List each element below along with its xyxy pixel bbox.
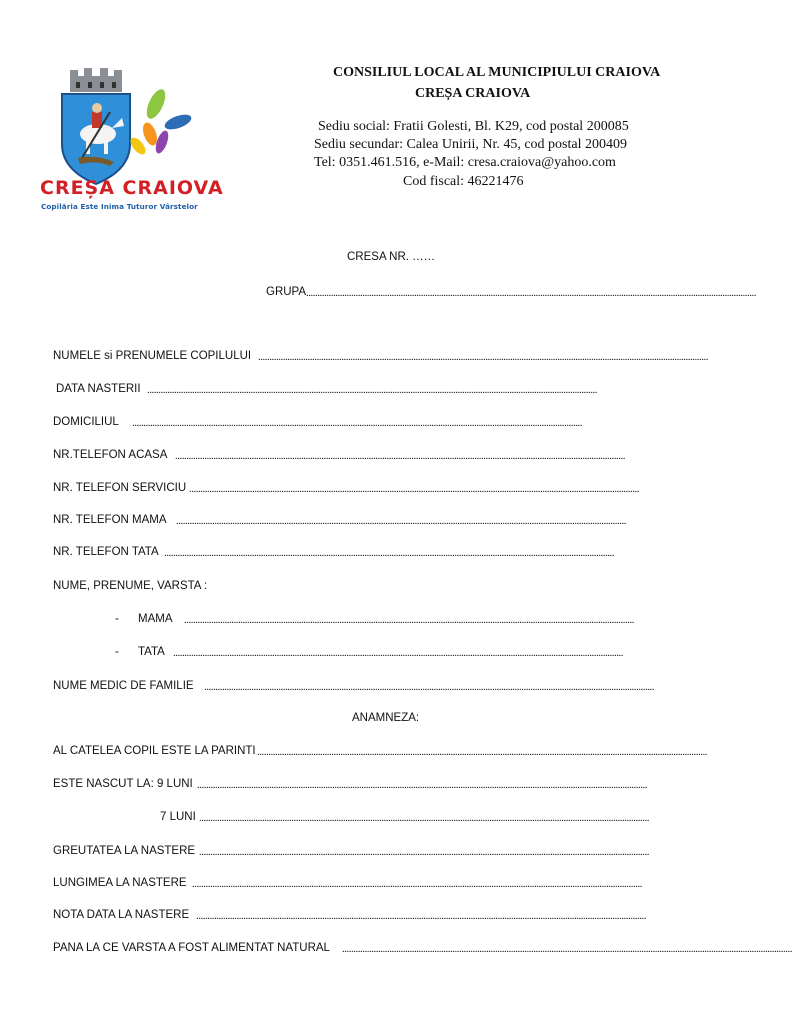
header-org: CONSILIUL LOCAL AL MUNICIPIULUI CRAIOVA: [333, 65, 661, 80]
anamneza-heading: ANAMNEZA:: [352, 712, 420, 724]
cresa-nr-label: CRESA NR. ……: [347, 251, 436, 263]
tel-serviciu-label: NR. TELEFON SERVICIU: [53, 482, 187, 494]
tel-mama-label: NR. TELEFON MAMA: [53, 514, 167, 526]
tel-mama-field[interactable]: ........................................................................................................................................................................................................: [176, 515, 626, 527]
logo-slogan: Copilăria Este Inima Tuturor Vârstelor: [41, 202, 198, 211]
tel-acasa-label: NR.TELEFON ACASA: [53, 449, 168, 461]
tel-tata-field[interactable]: ........................................................................................................................................................................................................: [164, 547, 614, 559]
bullet-tata: -: [115, 646, 119, 658]
data-nasterii-label: DATA NASTERII: [56, 383, 141, 395]
noua-luni-field[interactable]: ........................................................................................................................................................................................................: [197, 779, 647, 791]
tel-serviciu-field[interactable]: ........................................................................................................................................................................................................: [189, 483, 639, 495]
este-nascut-label: ESTE NASCUT LA: 9 LUNI: [53, 778, 193, 790]
nume-copil-field[interactable]: ........................................................................................................................................................................................................: [258, 351, 708, 363]
mama-label: MAMA: [138, 613, 173, 625]
header-name: CREȘA CRAIOVA: [415, 86, 531, 101]
header-contact: Tel: 0351.461.516, e-Mail: cresa.craiova@yahoo.com: [314, 155, 616, 170]
nota-label: NOTA DATA LA NASTERE: [53, 909, 190, 921]
header-sediu-social: Sediu social: Fratii Golesti, Bl. K29, cod postal 200085: [318, 119, 629, 134]
al-catelea-label: AL CATELEA COPIL ESTE LA PARINTI: [53, 745, 256, 757]
medic-field[interactable]: ........................................................................................................................................................................................................: [204, 681, 654, 693]
header-sediu-secundar: Sediu secundar: Calea Unirii, Nr. 45, cod postal 200409: [314, 137, 627, 152]
al-catelea-field[interactable]: ........................................................................................................................................................................................................: [257, 746, 707, 758]
grupa-label: GRUPA: [266, 286, 307, 298]
lungimea-label: LUNGIMEA LA NASTERE: [53, 877, 187, 889]
crown-icon: [70, 68, 122, 92]
tata-field[interactable]: ........................................................................................................................................................................................................: [173, 647, 623, 659]
domiciliul-field[interactable]: ........................................................................................................................................................................................................: [132, 417, 582, 429]
greutatea-field[interactable]: ........................................................................................................................................................................................................: [199, 846, 649, 858]
greutatea-label: GREUTATEA LA NASTERE: [53, 845, 196, 857]
medic-label: NUME MEDIC DE FAMILIE: [53, 680, 194, 692]
tel-tata-label: NR. TELEFON TATA: [53, 546, 159, 558]
tel-acasa-field[interactable]: ........................................................................................................................................................................................................: [175, 450, 625, 462]
grupa-field[interactable]: ........................................................................................................................................................................................................: [306, 287, 756, 299]
domiciliul-label: DOMICILIUL: [53, 416, 119, 428]
alimentat-field[interactable]: ........................................................................................................................................................................................................: [342, 943, 792, 955]
leaves-icon: [128, 87, 193, 157]
alimentat-label: PANA LA CE VARSTA A FOST ALIMENTAT NATURAL: [53, 942, 330, 954]
header-cod-fiscal: Cod fiscal: 46221476: [403, 174, 524, 189]
mama-field[interactable]: ........................................................................................................................................................................................................: [184, 614, 634, 626]
nume-copil-label: NUMELE si PRENUMELE COPILULUI: [53, 350, 252, 362]
sapte-luni-field[interactable]: ........................................................................................................................................................................................................: [199, 812, 649, 824]
nume-prenume-varsta-label: NUME, PRENUME, VARSTA :: [53, 580, 208, 592]
nota-field[interactable]: ........................................................................................................................................................................................................: [196, 910, 646, 922]
logo-name: CREȘA CRAIOVA: [40, 177, 224, 199]
bullet-mama: -: [115, 613, 119, 625]
sapte-luni-label: 7 LUNI: [160, 811, 196, 823]
tata-label: TATA: [138, 646, 165, 658]
data-nasterii-field[interactable]: ........................................................................................................................................................................................................: [147, 384, 597, 396]
lungimea-field[interactable]: ........................................................................................................................................................................................................: [192, 878, 642, 890]
